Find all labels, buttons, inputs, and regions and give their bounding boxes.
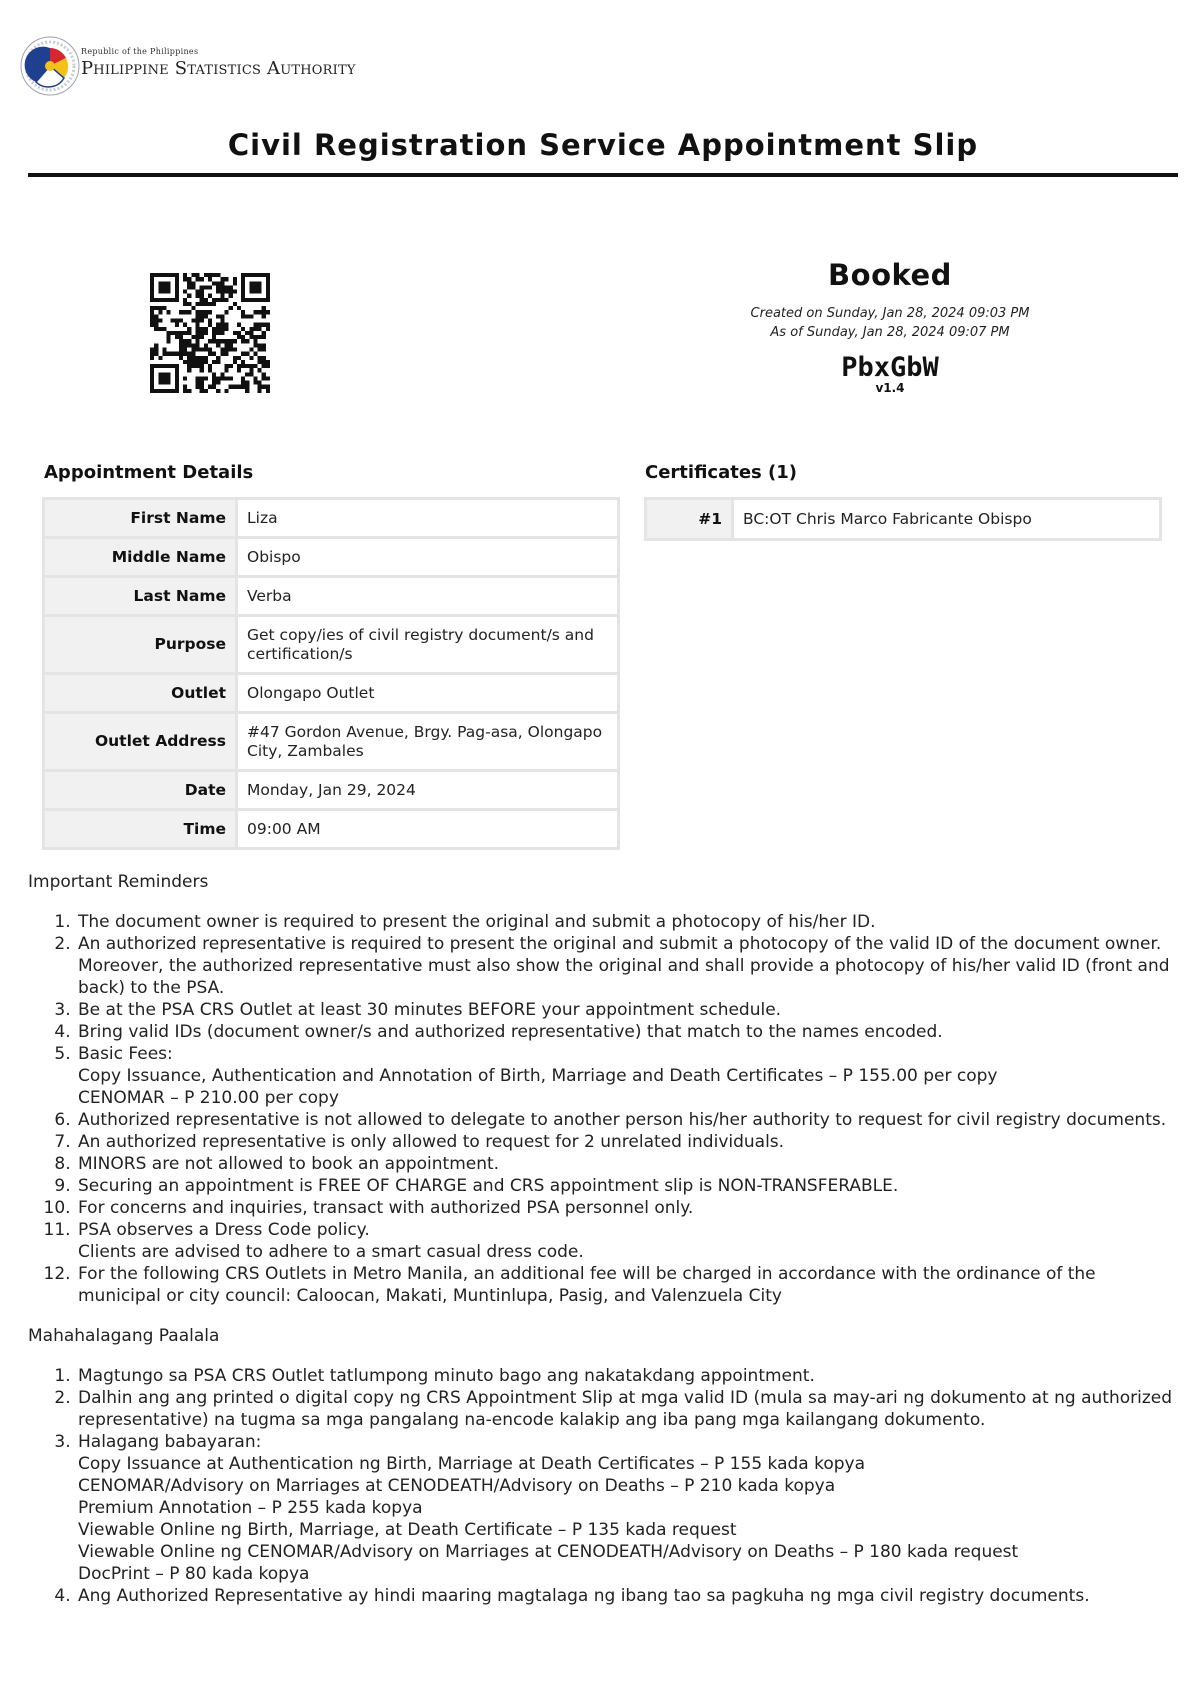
list-item-subline: Premium Annotation – P 255 kada kopya xyxy=(78,1498,423,1518)
list-item-text: 10. For concerns and inquiries, transact with authorized PSA personnel only. xyxy=(78,1198,694,1218)
list-item xyxy=(76,1431,1178,1585)
row-label: Date xyxy=(44,771,237,810)
row-label: Middle Name xyxy=(44,538,237,577)
list-item-text: 4. Bring valid IDs (document owner/s and authorized representative) that match to the names encoded. xyxy=(78,1022,943,1042)
status-block xyxy=(690,258,1090,395)
list-item xyxy=(76,999,1178,1021)
list-item-text: 3. Halagang babayaran: xyxy=(78,1432,262,1452)
list-item xyxy=(76,1387,1178,1431)
list-item xyxy=(76,911,1178,933)
row-value: Olongapo Outlet xyxy=(237,674,619,713)
row-label: Last Name xyxy=(44,577,237,616)
row-value: Get copy/ies of civil registry document/s and certification/s xyxy=(237,616,619,674)
list-item-text: 9. Securing an appointment is FREE OF CHARGE and CRS appointment slip is NON-TRANSFERABLE. xyxy=(78,1176,899,1196)
row-label: Purpose xyxy=(44,616,237,674)
psa-logo xyxy=(20,30,356,104)
list-item-subline: CENOMAR/Advisory on Marriages at CENODEATH/Advisory on Deaths – P 210 kada kopya xyxy=(78,1476,836,1496)
list-item-text: 11. PSA observes a Dress Code policy. xyxy=(78,1220,370,1240)
certificates-title: Certificates (1) xyxy=(645,462,797,483)
list-item-subline: Viewable Online ng Birth, Marriage, at Death Certificate – P 135 kada request xyxy=(78,1520,737,1540)
list-item-subline: Copy Issuance, Authentication and Annotation of Birth, Marriage and Death Certificates – P 155.00 per copy xyxy=(78,1066,998,1086)
row-value: #47 Gordon Avenue, Brgy. Pag-asa, Olongapo City, Zambales xyxy=(237,713,619,771)
certificate-description: BC:OT Chris Marco Fabricante Obispo xyxy=(733,499,1161,540)
qr-code xyxy=(150,273,270,393)
reminders-list xyxy=(28,911,1178,1307)
list-item xyxy=(76,1043,1178,1109)
version-label: v1.4 xyxy=(875,381,905,395)
agency-small-label: Republic of the Philippines xyxy=(81,47,199,56)
status-label: Booked xyxy=(828,258,952,292)
row-label: Outlet xyxy=(44,674,237,713)
row-value: 09:00 AM xyxy=(237,810,619,849)
list-item xyxy=(76,1263,1178,1307)
list-item-text: 3. Be at the PSA CRS Outlet at least 30 minutes BEFORE your appointment schedule. xyxy=(78,1000,782,1020)
created-timestamp: Created on Sunday, Jan 28, 2024 09:03 PM xyxy=(750,306,1030,321)
list-item xyxy=(76,1109,1178,1131)
as-of-timestamp: As of Sunday, Jan 28, 2024 09:07 PM xyxy=(770,325,1010,340)
appointment-details-title: Appointment Details xyxy=(44,462,254,483)
list-item-text: 6. Authorized representative is not allowed to delegate to another person his/her authority to request for civil registry documents. xyxy=(78,1110,1167,1130)
table-row xyxy=(44,674,619,713)
reminders-section xyxy=(28,871,1178,1625)
table-row xyxy=(44,713,619,771)
reference-code: PbxGbW xyxy=(841,352,939,383)
table-row xyxy=(44,810,619,849)
list-item xyxy=(76,933,1178,999)
table-row xyxy=(44,616,619,674)
list-item-subline: DocPrint – P 80 kada kopya xyxy=(78,1564,310,1584)
list-item xyxy=(76,1197,1178,1219)
list-item-text: 2. Dalhin ang ang printed o digital copy ng CRS Appointment Slip at mga valid ID (mula sa may-ari ng dokumento at ng authorized representative) na tugma sa mga pangalang na-encode kalakip ang iba pang mga kailangang dokumento. xyxy=(78,1388,1173,1430)
list-item xyxy=(76,1219,1178,1263)
title-divider xyxy=(28,173,1178,177)
list-item-subline: Viewable Online ng CENOMAR/Advisory on Marriages at CENODEATH/Advisory on Deaths – P 180 kada request xyxy=(78,1542,1019,1562)
psa-seal-icon xyxy=(20,30,82,100)
reminders-tagalog-title: Mahahalagang Paalala xyxy=(28,1326,220,1346)
list-item xyxy=(76,1585,1178,1607)
list-item-text: 1. The document owner is required to present the original and submit a photocopy of his/her ID. xyxy=(78,912,876,932)
reminders-tagalog-list xyxy=(28,1365,1178,1607)
table-row xyxy=(44,538,619,577)
row-value: Obispo xyxy=(237,538,619,577)
list-item xyxy=(76,1021,1178,1043)
list-item xyxy=(76,1175,1178,1197)
list-item xyxy=(76,1365,1178,1387)
page-title: Civil Registration Service Appointment Slip xyxy=(227,128,979,162)
row-value: Monday, Jan 29, 2024 xyxy=(237,771,619,810)
table-row xyxy=(44,499,619,538)
list-item-text: 8. MINORS are not allowed to book an appointment. xyxy=(78,1154,500,1174)
list-item-text: 1. Magtungo sa PSA CRS Outlet tatlumpong minuto bago ang nakatakdang appointment. xyxy=(78,1366,815,1386)
table-row xyxy=(646,499,1161,540)
row-label: First Name xyxy=(44,499,237,538)
certificates-table xyxy=(644,497,1162,541)
list-item xyxy=(76,1153,1178,1175)
list-item-subline: Copy Issuance at Authentication ng Birth, Marriage at Death Certificates – P 155 kada kopya xyxy=(78,1454,866,1474)
row-value: Liza xyxy=(237,499,619,538)
reminders-title: Important Reminders xyxy=(28,872,209,892)
certificate-number: #1 xyxy=(646,499,733,540)
list-item-text: 7. An authorized representative is only allowed to request for 2 unrelated individuals. xyxy=(78,1132,785,1152)
table-row xyxy=(44,577,619,616)
list-item-subline: Clients are advised to adhere to a smart casual dress code. xyxy=(78,1242,584,1262)
list-item-text: 2. An authorized representative is required to present the original and submit a photocopy of the valid ID of the document owner. Moreover, the authorized representative must also show the original and shall provide a photocopy of his/her valid ID (front and back) to the PSA. xyxy=(78,934,1170,998)
list-item-text: 5. Basic Fees: xyxy=(78,1044,173,1064)
list-item-text: 4. Ang Authorized Representative ay hindi maaring magtalaga ng ibang tao sa pagkuha ng mga civil registry documents. xyxy=(78,1586,1090,1606)
row-label: Time xyxy=(44,810,237,849)
list-item-subline: CENOMAR – P 210.00 per copy xyxy=(78,1088,339,1108)
agency-name: Philippine Statistics Authority xyxy=(81,58,356,79)
list-item xyxy=(76,1131,1178,1153)
list-item-text: 12. For the following CRS Outlets in Metro Manila, an additional fee will be charged in accordance with the ordinance of the municipal or city council: Caloocan, Makati, Muntinlupa, Pasig, and Valenzuela City xyxy=(78,1264,1096,1306)
table-row xyxy=(44,771,619,810)
row-value: Verba xyxy=(237,577,619,616)
row-label: Outlet Address xyxy=(44,713,237,771)
appointment-details-table xyxy=(42,497,620,850)
